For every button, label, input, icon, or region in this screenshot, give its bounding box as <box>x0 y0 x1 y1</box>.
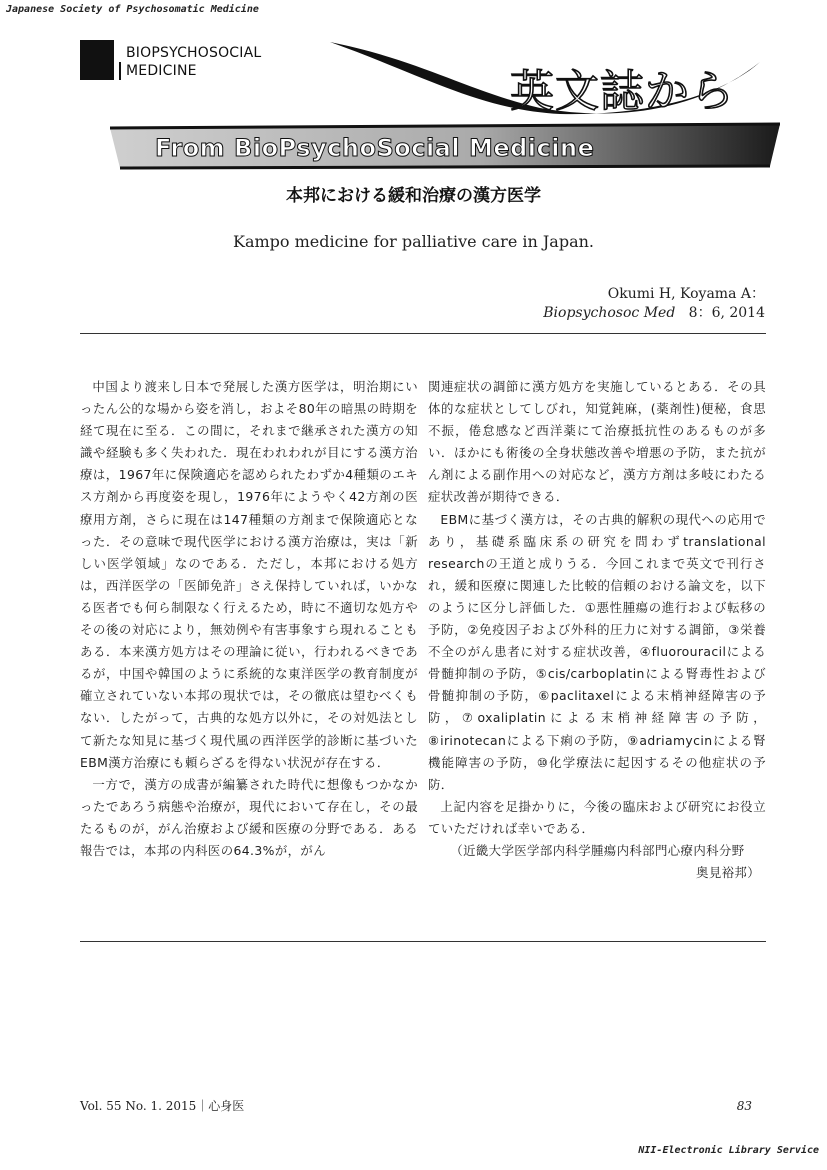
banner-title-jp: 英文誌から <box>510 66 735 117</box>
journal-logo-line1: BIOPSYCHOSOCIAL <box>126 45 262 61</box>
article-authors: Okumi H, Koyama A： <box>607 286 765 302</box>
journal-logo-bar <box>119 62 121 80</box>
banner-title-en: From BioPsychoSocial Medicine <box>155 134 595 162</box>
top-rule <box>80 333 766 334</box>
body-column-left <box>80 376 418 862</box>
article-title-jp: 本邦における緩和治療の漢方医学 <box>286 186 541 206</box>
society-header: Japanese Society of Psychosomatic Medicine <box>6 4 259 15</box>
body-paragraph: 中国より渡来し日本で発展した漢方医学は，明治期にいったん公的な場から姿を消し，およそ80年の暗黒の時期を経て現在に至る．この間に，それまで継承された漢方の知識や経験も多く失われた．現在われわれが目にする漢方治療は，1967年に保険適応を認められたわずか4種類のエキス方剤から再度姿を現し，1976年にようやく42方剤の医療用方剤，さらに現在は147種類の方剤まで保険適応となった．その意味で現代医学における漢方治療は，実は「新しい医学領域」なのである．ただし，本邦における処方は，西洋医学の「医師免許」さえ保持していれば，いかなる医者でも何ら制限なく行えるため，時に不適切な処方やその後の対応により，無効例や有害事象すら現れることもある．本来漢方処方はその理論に従い，行われるべきであるが，中国や韓国のように系統的な東洋医学の教育制度が確立されていない本邦の現状では，その徹底は望むべくもない．したがって，古典的な処方以外に，その対処法として新たな知見に基づく現代風の西洋医学的診断に基づいたEBM漢方治療にも頼らざるを得ない状況が存在する． <box>80 379 418 770</box>
service-footer: NII-Electronic Library Service <box>638 1145 819 1156</box>
body-paragraph: 関連症状の調節に漢方処方を実施しているとある．その具体的な症状としてしびれ，知覚鈍麻，(薬剤性)便秘，食思不振，倦怠感など西洋薬にて治療抵抗性のあるものが多い．ほかにも術後の全身状態改善や増悪の予防，また抗がん剤による副作用への対応など，漢方方剤は多岐にわたる症状改善が期待できる． <box>428 379 766 505</box>
body-column-right <box>428 376 766 884</box>
body-paragraph: 上記内容を足掛かりに，今後の臨床および研究にお役立ていただければ幸いである． <box>428 798 766 836</box>
citation-volume: 8：6, 2014 <box>688 305 765 321</box>
journal-logo-block <box>80 40 114 80</box>
author-affiliation: （近畿大学医学部内科学腫瘍内科部門心療内科分野 <box>450 842 745 858</box>
article-title-en: Kampo medicine for palliative care in Japan. <box>233 232 594 251</box>
article-citation <box>543 302 765 322</box>
bottom-rule <box>80 941 766 942</box>
page-number: 83 <box>736 1099 752 1113</box>
body-paragraph: EBMに基づく漢方は，その古典的解釈の現代への応用であり，基礎系臨床系の研究を問わずtranslational researchの王道と成りうる．今回これまで英文で刊行され，緩和医療に関連した比較的信頼のおける論文を，以下のように区分し評価した．①悪性腫瘍の進行および転移の予防，②免疫因子および外科的圧力に対する調節，③栄養不全のがん患者に対する症状改善，④fluorouracilによる骨髄抑制の予防，⑤cis/carboplatinによる腎毒性および骨髄抑制の予防，⑥paclitaxelによる末梢神経障害の予防，⑦oxaliplatinによる末梢神経障害の予防，⑧irinotecanによる下痢の予防，⑨adriamycinによる腎機能障害の予防，⑩化学療法に起因するその他症状の予防． <box>428 511 766 792</box>
body-paragraph: 一方で，漢方の成書が編纂された時代に想像もつかなかったであろう病態や治療が，現代において存在し，その最たるものが，がん治療および緩和医療の分野である．ある報告では，本邦の内科医の64.3%が，がん <box>80 776 418 858</box>
author-name-jp: 奥見裕邦） <box>696 865 760 881</box>
citation-journal: Biopsychosoc Med <box>543 305 676 321</box>
journal-logo-line2: MEDICINE <box>126 63 197 79</box>
footer-issue: Vol. 55 No. 1. 2015｜心身医 <box>80 1099 245 1113</box>
